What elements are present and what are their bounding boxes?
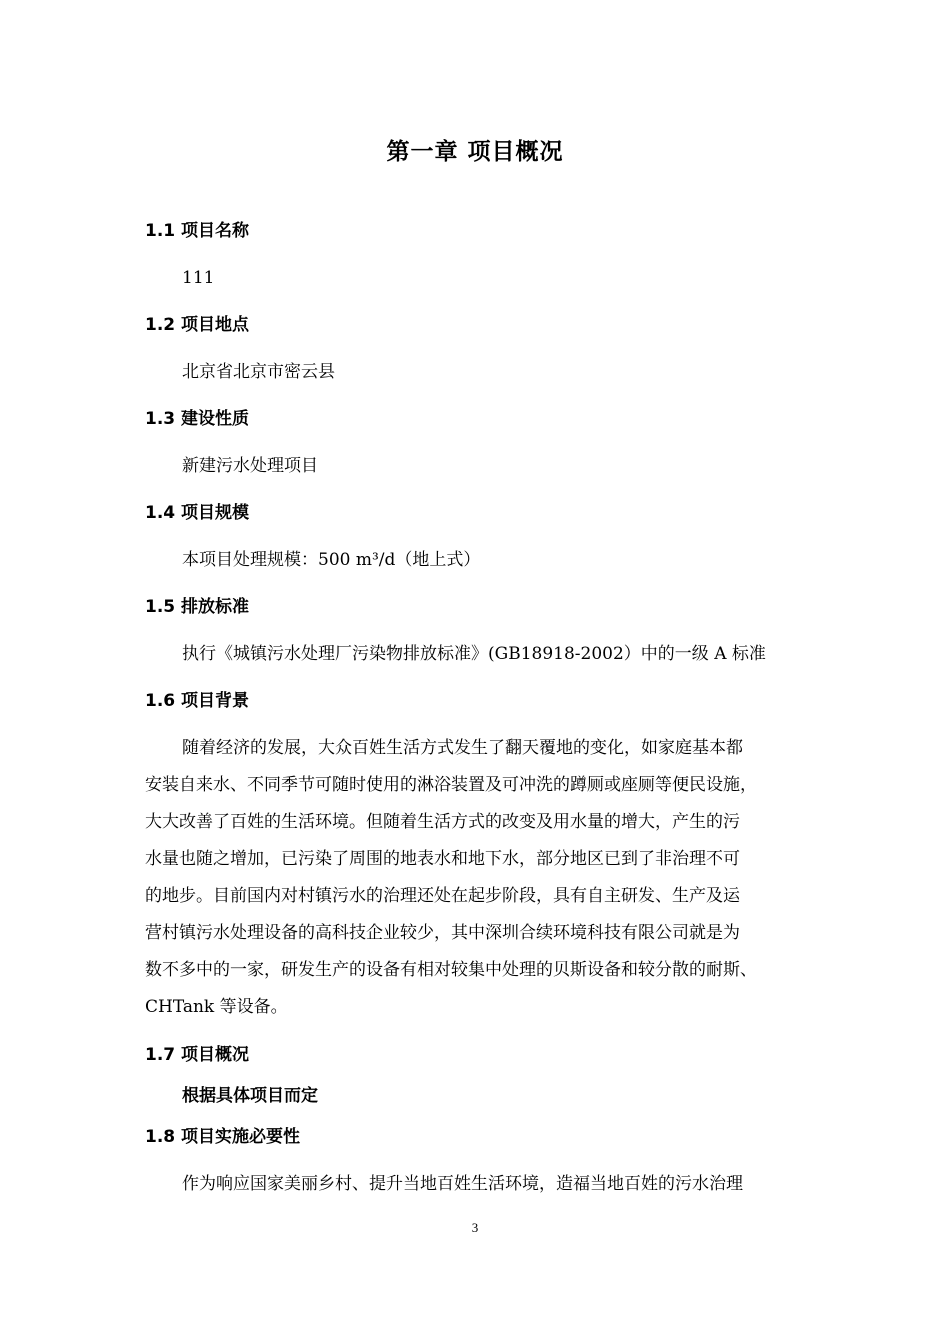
section-heading-1-5: 1.5 排放标准: [145, 597, 250, 617]
section-heading-1-8: 1.8 项目实施必要性: [145, 1127, 301, 1147]
section-content-1-3: 新建污水处理项目: [182, 456, 318, 476]
background-line: CHTank 等设备。: [145, 997, 288, 1017]
section-heading-1-6: 1.6 项目背景: [145, 691, 250, 711]
section-heading-1-2: 1.2 项目地点: [145, 315, 250, 335]
section-heading-1-1: 1.1 项目名称: [145, 221, 250, 241]
background-line: 随着经济的发展，大众百姓生活方式发生了翻天覆地的变化，如家庭基本都: [182, 738, 743, 758]
section-content-1-5: 执行《城镇污水处理厂污染物排放标准》(GB18918-2002）中的一级 A 标准: [182, 644, 766, 664]
section-heading-1-3: 1.3 建设性质: [145, 409, 250, 429]
background-line: 大大改善了百姓的生活环境。但随着生活方式的改变及用水量的增大，产生的污: [145, 812, 740, 832]
section-content-1-2: 北京省北京市密云县: [182, 362, 335, 382]
section-heading-1-4: 1.4 项目规模: [145, 503, 250, 523]
section-content-1-4: 本项目处理规模：500 m³/d（地上式）: [182, 550, 481, 570]
background-line: 数不多中的一家，研发生产的设备有相对较集中处理的贝斯设备和较分散的耐斯、: [145, 960, 757, 980]
background-line: 的地步。目前国内对村镇污水的治理还处在起步阶段，具有自主研发、生产及运: [145, 886, 740, 906]
section-content-1-8: 作为响应国家美丽乡村、提升当地百姓生活环境，造福当地百姓的污水治理: [182, 1174, 743, 1194]
section-heading-1-7: 1.7 项目概况: [145, 1045, 250, 1065]
section-content-1-7: 根据具体项目而定: [182, 1086, 318, 1106]
background-line: 水量也随之增加，已污染了周围的地表水和地下水，部分地区已到了非治理不可: [145, 849, 740, 869]
page-number: 3: [471, 1220, 479, 1235]
section-content-1-1: 111: [182, 268, 215, 288]
background-line: 安装自来水、不同季节可随时使用的淋浴装置及可冲洗的蹲厕或座厕等便民设施，: [145, 775, 757, 795]
chapter-title: 第一章 项目概况: [386, 139, 564, 165]
background-line: 营村镇污水处理设备的高科技企业较少，其中深圳合续环境科技有限公司就是为: [145, 923, 740, 943]
